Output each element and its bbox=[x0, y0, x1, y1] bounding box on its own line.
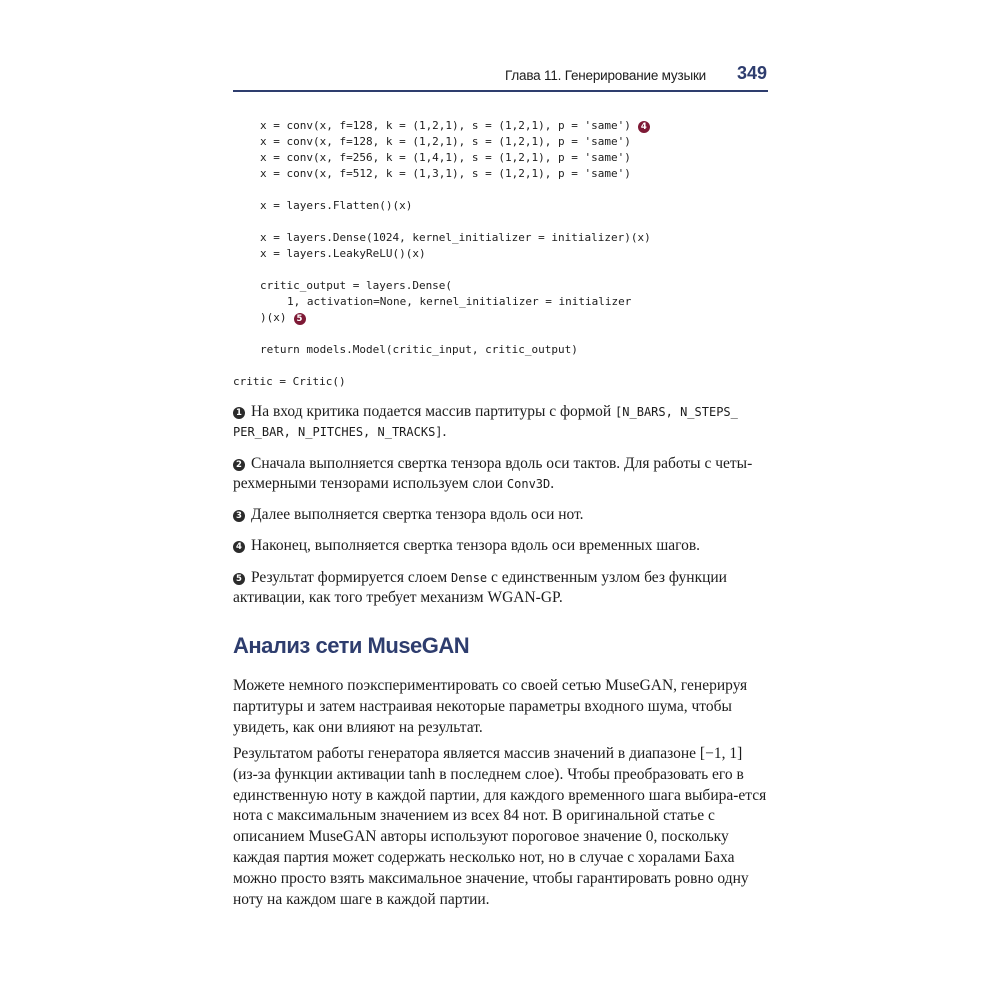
code-line-text: x = conv(x, f=128, k = (1,2,1), s = (1,2,1), p = 'same') bbox=[260, 119, 631, 132]
code-line: x = layers.Dense(1024, kernel_initializer = initializer)(x) bbox=[260, 231, 651, 244]
chapter-title: Глава 11. Генерирование музыки bbox=[505, 68, 706, 83]
callout-marker-5: 5 bbox=[233, 573, 245, 585]
note-text: Сначала выполняется свертка тензора вдоль оси тактов. Для работы с четы-рехмерными тензорами используем слои bbox=[233, 455, 753, 492]
callout-marker-3: 3 bbox=[233, 510, 245, 522]
code-line bbox=[233, 310, 651, 326]
note-text: На вход критика подается массив партитуры с формой bbox=[251, 403, 616, 420]
note-code: [N_BARS, N_STEPS_ PER_BAR, N_PITCHES, N_TRACKS] bbox=[233, 405, 738, 439]
code-line: x = layers.LeakyReLU()(x) bbox=[260, 247, 426, 260]
callout-note-1 bbox=[233, 402, 770, 442]
code-line: critic_output = layers.Dense( bbox=[260, 279, 453, 292]
callout-marker-4: 4 bbox=[233, 541, 245, 553]
body-paragraph: Результатом работы генератора является массив значений в диапазоне [−1, 1] (из-за функции активации tanh в последнем слое). Чтобы преобразовать его в единственную ноту в каждой партии, для каждого временного шага выбира-ется нота с максимальным значением из всех 84 нот. В оригинальной статье с описанием MuseGAN авторы используют пороговое значение 0, поскольку каждая партия может содержать несколько нот, но в случае с хоралами Баха можно просто взять максимальное значение, чтобы гарантировать ровно одну ноту на каждом шаге в каждой партии. bbox=[233, 745, 767, 908]
callout-note-5 bbox=[233, 568, 770, 608]
code-line: x = conv(x, f=256, k = (1,4,1), s = (1,2,1), p = 'same') bbox=[260, 151, 631, 164]
note-text: . bbox=[442, 423, 447, 440]
code-block bbox=[233, 118, 651, 390]
code-line: return models.Model(critic_input, critic_output) bbox=[260, 343, 578, 356]
code-line: x = conv(x, f=128, k = (1,2,1), s = (1,2,1), p = 'same') bbox=[260, 135, 631, 148]
code-line: critic = Critic() bbox=[233, 375, 346, 388]
note-text: . bbox=[550, 475, 555, 492]
code-line-text: )(x) bbox=[260, 311, 287, 324]
page-number: 349 bbox=[736, 63, 767, 83]
callout-note-3 bbox=[233, 505, 770, 525]
callout-note-4 bbox=[233, 536, 770, 556]
code-line bbox=[233, 118, 651, 134]
callout-marker-5: 5 bbox=[294, 313, 306, 325]
note-text: с единственным узлом без функции активации, как того требует механизм WGAN-GP. bbox=[233, 569, 727, 606]
code-line: x = layers.Flatten()(x) bbox=[260, 199, 413, 212]
body-paragraph: Можете немного поэкспериментировать со своей сетью MuseGAN, генерируя партитуры и затем настраивая некоторые параметры входного шума, чтобы увидеть, как они влияют на результат. bbox=[233, 677, 748, 736]
note-text: Далее выполняется свертка тензора вдоль оси нот. bbox=[251, 506, 584, 523]
callout-marker-2: 2 bbox=[233, 459, 245, 471]
callout-note-2 bbox=[233, 454, 770, 494]
callout-marker-1: 1 bbox=[233, 407, 245, 419]
section-heading: Анализ сети MuseGAN bbox=[233, 633, 470, 658]
running-head bbox=[233, 62, 768, 92]
note-text: Наконец, выполняется свертка тензора вдоль оси временных шагов. bbox=[251, 537, 701, 554]
note-code: Dense bbox=[451, 571, 488, 585]
note-text: Результат формируется слоем bbox=[251, 569, 452, 586]
note-code: Conv3D bbox=[506, 477, 551, 491]
callout-marker-4: 4 bbox=[638, 121, 650, 133]
code-line: x = conv(x, f=512, k = (1,3,1), s = (1,2,1), p = 'same') bbox=[260, 167, 631, 180]
code-line: 1, activation=None, kernel_initializer = initializer bbox=[287, 295, 632, 308]
